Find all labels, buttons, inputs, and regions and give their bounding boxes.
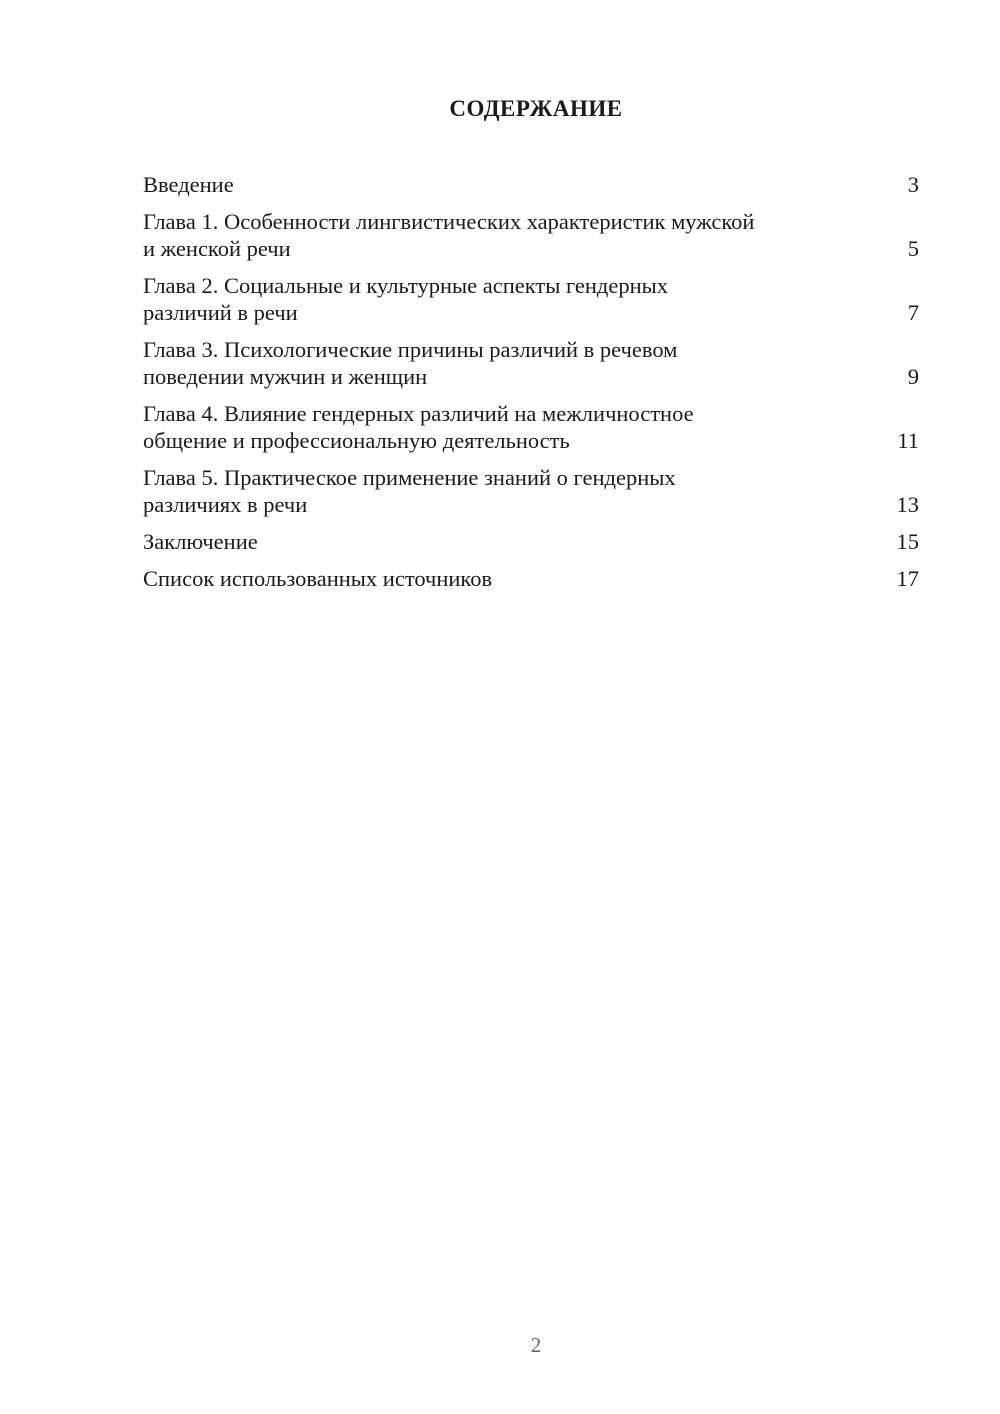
toc-entry-title [143,400,889,454]
toc-entry-page: 9 [907,364,919,389]
toc-entry-title [143,565,889,592]
toc-entry-line: Глава 1. Особенности лингвистических характеристик мужской [143,209,755,234]
page-title: СОДЕРЖАНИЕ [449,96,623,121]
toc-entry-page: 3 [907,172,919,197]
toc-entry-line: различиях в речи [143,492,308,517]
toc-entry-title [143,272,889,326]
toc-entry-title [143,336,889,390]
toc-entry-page: 5 [907,236,919,261]
toc-entry-line: Глава 2. Социальные и культурные аспекты гендерных [143,273,668,298]
toc-entry-line: Глава 4. Влияние гендерных различий на межличностное [143,401,694,426]
toc-entry-introduction[interactable] [143,171,919,198]
toc-entry-chapter-1[interactable] [143,208,919,262]
toc-entry-page: 17 [896,566,919,591]
toc-entry-chapter-3[interactable] [143,336,919,390]
toc-entry-chapter-4[interactable] [143,400,919,454]
toc-entry-chapter-2[interactable] [143,272,919,326]
toc-entry-title [143,171,889,198]
toc-entry-title [143,528,889,555]
toc-entry-page: 7 [907,300,919,325]
toc-entry-chapter-5[interactable] [143,464,919,518]
toc-entry-line: Глава 5. Практическое применение знаний о гендерных [143,465,676,490]
toc-entry-references[interactable] [143,565,919,592]
toc-entry-line: Глава 3. Психологические причины различий в речевом [143,337,678,362]
toc-entry-page: 13 [896,492,919,517]
toc-entry-line: Список использованных источников [143,566,493,591]
toc-entry-line: Введение [143,172,234,197]
toc-entry-page: 15 [896,529,919,554]
toc-entry-page: 11 [897,428,919,453]
toc-entry-line: различий в речи [143,300,298,325]
toc-entry-conclusion[interactable] [143,528,919,555]
toc-entry-title [143,208,889,262]
toc-entry-title [143,464,889,518]
toc-entry-line: и женской речи [143,236,291,261]
toc-entry-line: Заключение [143,529,258,554]
table-of-contents [143,171,919,602]
toc-entry-line: поведении мужчин и женщин [143,364,428,389]
page-number: 2 [530,1333,542,1357]
toc-entry-line: общение и профессиональную деятельность [143,428,570,453]
